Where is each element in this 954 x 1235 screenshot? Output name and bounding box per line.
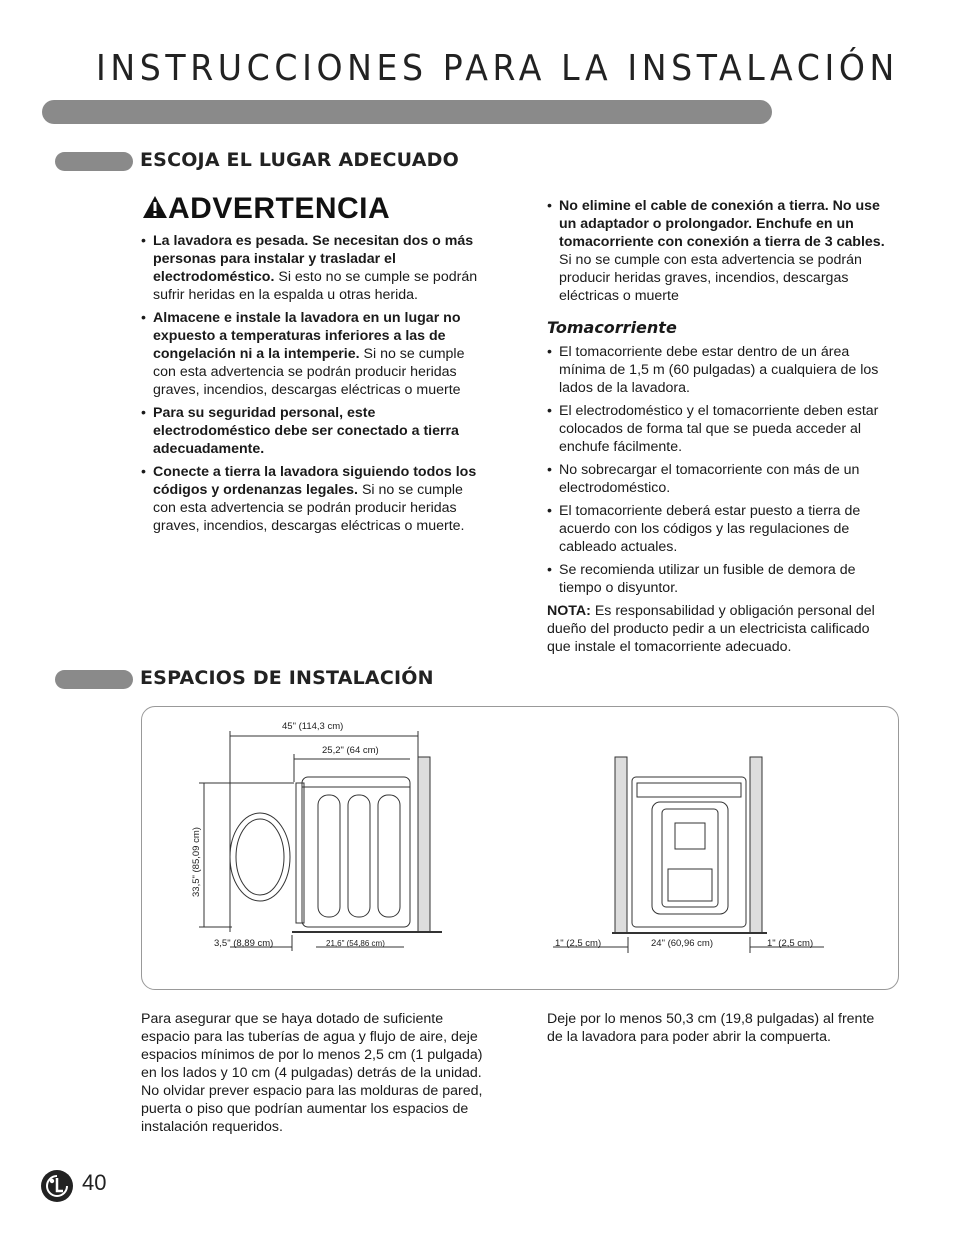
- outlet-item: • El tomacorriente debe estar dentro de un área mínima de 1,5 m (60 pulgadas) a cualquiera de los lados de la lavadora.: [547, 343, 897, 397]
- warning-item: • No elimine el cable de conexión a tierra. No use un adaptador o prolongador. Enchufe en un tomacorriente con conexión a tierra de 3 cables. Si no se cumple con esta advertencia se podrán producir heridas graves, incendios, descargas eléctricas o muerte: [547, 197, 897, 305]
- installation-diagram: [141, 706, 899, 990]
- section-pill: [55, 152, 133, 171]
- section-pill: [55, 670, 133, 689]
- dim-total-depth: 45" (114,3 cm): [282, 721, 344, 732]
- page-title: INSTRUCCIONES PARA LA INSTALACIÓN: [96, 48, 899, 89]
- clearance-drawing: [142, 707, 898, 989]
- outlet-item: • El tomacorriente deberá estar puesto a tierra de acuerdo con los códigos y las regulaciones de cableado actuales.: [547, 502, 897, 556]
- outlet-item: • Se recomienda utilizar un fusible de demora de tiempo o disyuntor.: [547, 561, 897, 597]
- dim-body-depth: 25,2" (64 cm): [322, 745, 379, 756]
- dim-base-depth: 21,6" (54,86 cm): [326, 939, 385, 948]
- dim-side-right: 1" (2,5 cm): [767, 938, 814, 949]
- spacing-paragraph-left: Para asegurar que se haya dotado de suficiente espacio para las tuberías de agua y flujo de aire, deje espacios mínimos de por lo menos 2,5 cm (1 pulgada) en los lados y 10 cm (4 pulgadas) detrás de la unidad. No olvidar prever espacio para las molduras de pared, puerta o piso que podrían aumentar los espacios de instalación requeridos.: [141, 1011, 483, 1135]
- warning-item: • Almacene e instale la lavadora en un lugar no expuesto a temperaturas inferiores a las de congelación ni a la intemperie. Si no se cumple con esta advertencia se podrán producir heridas graves, incendios, descargas eléctricas o muerte: [141, 309, 479, 399]
- warning-item: • La lavadora es pesada. Se necesitan dos o más personas para instalar y trasladar el electrodoméstico. Si esto no se cumple se podrán sufrir heridas en la espalda u otras herida.: [141, 232, 479, 304]
- header-bar: [42, 100, 772, 124]
- warning-label: ADVERTENCIA: [168, 192, 391, 225]
- dim-width: 24" (60,96 cm): [651, 938, 713, 949]
- warning-item: • Para su seguridad personal, este electrodoméstico debe ser conectado a tierra adecuadamente.: [141, 404, 479, 458]
- dim-side-left: 1" (2,5 cm): [555, 938, 602, 949]
- outlet-item: • El electrodoméstico y el tomacorriente deben estar colocados de forma tal que se pueda acceder al enchufe fácilmente.: [547, 402, 897, 456]
- dim-door-depth: 3,5" (8,89 cm): [214, 938, 274, 949]
- page-number: 40: [82, 1170, 107, 1195]
- dim-height: 33,5" (85,09 cm): [191, 827, 202, 897]
- section-heading-spaces: ESPACIOS DE INSTALACIÓN: [140, 667, 434, 689]
- spacing-paragraph-right: Deje por lo menos 50,3 cm (19,8 pulgadas) al frente de la lavadora para poder abrir la compuerta.: [547, 1011, 875, 1045]
- section-heading-location: ESCOJA EL LUGAR ADECUADO: [140, 149, 459, 171]
- note: NOTA: Es responsabilidad y obligación personal del dueño del producto pedir a un electricista calificado que instale el tomacorriente adecuado.: [547, 603, 875, 655]
- warning-list-right: [547, 197, 897, 656]
- outlet-heading: Tomacorriente: [547, 318, 677, 337]
- warning-item: • Conecte a tierra la lavadora siguiendo todos los códigos y ordenanzas legales. Si no se cumple con esta advertencia se podrán producir heridas graves, incendios, descargas eléctricas o muerte.: [141, 463, 479, 535]
- outlet-item: • No sobrecargar el tomacorriente con más de un electrodoméstico.: [547, 461, 897, 497]
- warning-header: [142, 192, 390, 226]
- lg-logo-icon: [40, 1169, 74, 1208]
- warning-triangle-icon: [142, 195, 168, 224]
- warning-list-left: [141, 232, 479, 540]
